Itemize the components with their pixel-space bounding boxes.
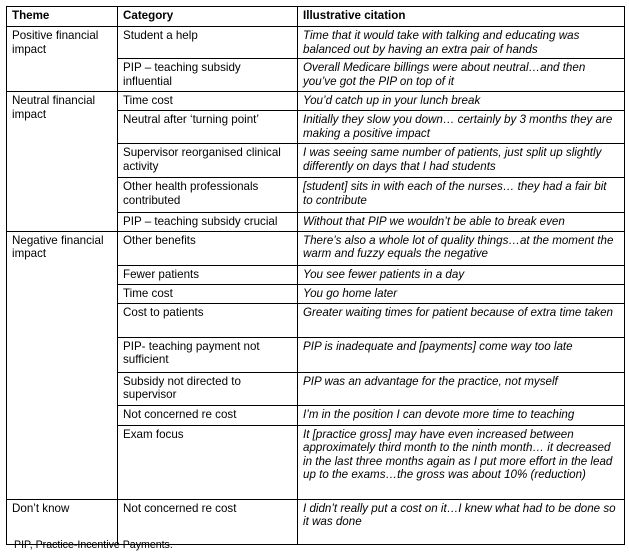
category-cell: Student a help [118, 27, 298, 59]
category-cell: Not concerned re cost [118, 405, 298, 425]
category-cell: Supervisor reorganised clinical activity [118, 144, 298, 178]
table-row [7, 92, 625, 111]
category-cell: PIP- teaching payment not sufficient [118, 337, 298, 372]
citation-cell: Without that PIP we wouldn’t be able to break even [298, 213, 625, 232]
category-cell: Exam focus [118, 425, 298, 499]
citation-cell: I was seeing same number of patients, just split up slightly differently on days that I had students [298, 144, 625, 178]
citation-cell: You see fewer patients in a day [298, 265, 625, 284]
citation-cell: Overall Medicare billings were about neutral…and then you’ve got the PIP on top of it [298, 59, 625, 92]
citation-cell: It [practice gross] may have even increased between approximately third month to the ninth month… it decreased in the last three months again as I put more effort in the lead up to the exams…the gross was about 10% (reduction) [298, 425, 625, 499]
category-cell: Subsidy not directed to supervisor [118, 372, 298, 405]
table-row [7, 499, 625, 544]
category-cell: Cost to patients [118, 303, 298, 337]
theme-cell: Positive financial impact [7, 27, 118, 92]
theme-cell: Don’t know [7, 499, 118, 544]
table-row [7, 231, 625, 265]
category-cell: Other benefits [118, 231, 298, 265]
financial-impact-table [6, 6, 625, 545]
theme-cell: Neutral financial impact [7, 92, 118, 232]
category-cell: PIP – teaching subsidy crucial [118, 213, 298, 232]
citation-cell: Time that it would take with talking and educating was balanced out by having an extra pair of hands [298, 27, 625, 59]
citation-cell: I’m in the position I can devote more time to teaching [298, 405, 625, 425]
citation-cell: Initially they slow you down… certainly by 3 months they are making a positive impact [298, 111, 625, 144]
category-cell: Time cost [118, 92, 298, 111]
header-theme: Theme [7, 7, 118, 27]
citation-cell: There’s also a whole lot of quality things…at the moment the warm and fuzzy equals the negative [298, 231, 625, 265]
header-category: Category [118, 7, 298, 27]
citation-cell: You’d catch up in your lunch break [298, 92, 625, 111]
table-footnote: PIP, Practice-Incentive Payments. [14, 539, 173, 551]
category-cell: Fewer patients [118, 265, 298, 284]
table-row [7, 27, 625, 59]
citation-cell: Greater waiting times for patient because of extra time taken [298, 303, 625, 337]
category-cell: Not concerned re cost [118, 499, 298, 544]
citation-cell: You go home later [298, 284, 625, 303]
citation-cell: PIP was an advantage for the practice, not myself [298, 372, 625, 405]
citation-cell: [student] sits in with each of the nurses… they had a fair bit to contribute [298, 178, 625, 213]
category-cell: PIP – teaching subsidy influential [118, 59, 298, 92]
category-cell: Other health professionals contributed [118, 178, 298, 213]
citation-cell: PIP is inadequate and [payments] come way too late [298, 337, 625, 372]
category-cell: Time cost [118, 284, 298, 303]
table-header-row [7, 7, 625, 27]
citation-cell: I didn’t really put a cost on it…I knew what had to be done so it was done [298, 499, 625, 544]
header-citation: Illustrative citation [298, 7, 625, 27]
category-cell: Neutral after ‘turning point’ [118, 111, 298, 144]
theme-cell: Negative financial impact [7, 231, 118, 499]
